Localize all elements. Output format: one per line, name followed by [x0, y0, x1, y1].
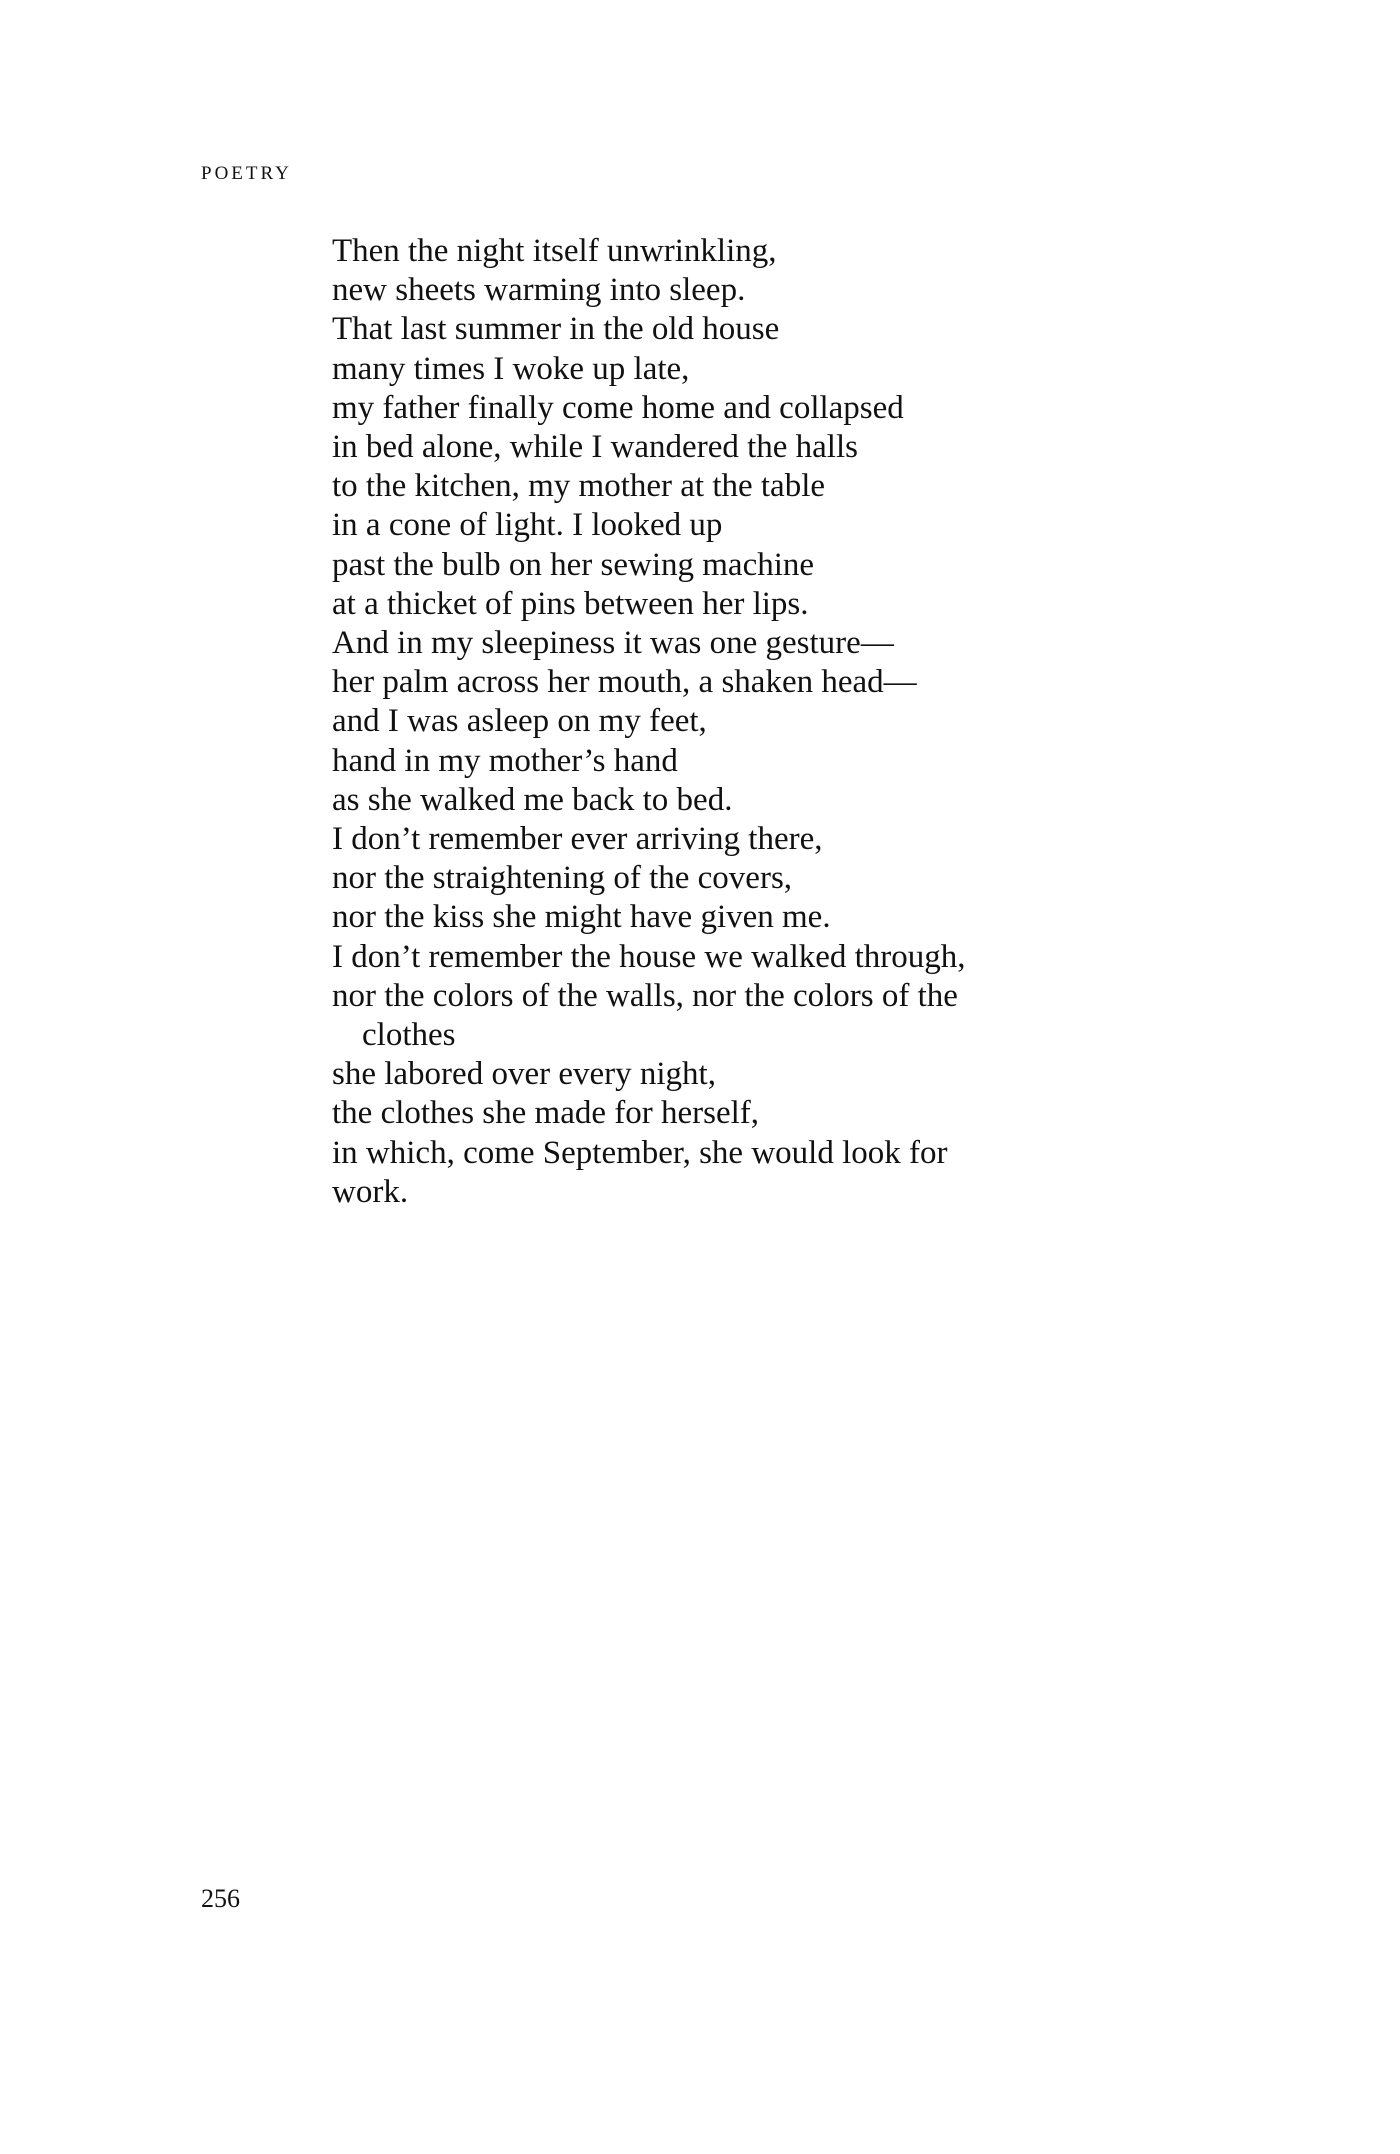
poem-body [332, 232, 966, 1212]
poem-line: new sheets warming into sleep. [332, 272, 746, 309]
poem-line: my father finally come home and collapsed [332, 389, 904, 426]
poem-line: in which, come September, she would look for [332, 1134, 948, 1171]
poem-line: past the bulb on her sewing machine [332, 546, 815, 583]
poem-line: to the kitchen, my mother at the table [332, 468, 826, 505]
poem-line: as she walked me back to bed. [332, 781, 733, 818]
poem-line: her palm across her mouth, a shaken head— [332, 664, 917, 701]
poem-line: at a thicket of pins between her lips. [332, 585, 809, 622]
poem-line: nor the straightening of the covers, [332, 860, 793, 897]
poem-line: And in my sleepiness it was one gesture— [332, 625, 894, 662]
poem-line: in a cone of light. I looked up [332, 507, 723, 544]
poem-line: Then the night itself unwrinkling, [332, 233, 777, 269]
poem-line: That last summer in the old house [332, 311, 780, 348]
poem-line: and I was asleep on my feet, [332, 703, 707, 740]
poem-line: she labored over every night, [332, 1056, 716, 1093]
poem-line: I don’t remember ever arriving there, [332, 821, 823, 858]
poem-line: nor the kiss she might have given me. [332, 899, 831, 936]
poem-line: work. [332, 1173, 409, 1210]
poem-line: hand in my mother’s hand [332, 742, 678, 779]
poem-line: I don’t remember the house we walked through, [332, 938, 966, 975]
poem-line: many times I woke up late, [332, 350, 690, 387]
poem-line: nor the colors of the walls, nor the colors of the [332, 977, 958, 1014]
running-head: POETRY [201, 163, 292, 184]
page-number: 256 [201, 1884, 240, 1913]
poem-line: in bed alone, while I wandered the halls [332, 429, 858, 466]
poem-line: the clothes she made for herself, [332, 1095, 760, 1132]
poem-line-turnover: clothes [362, 1017, 456, 1054]
